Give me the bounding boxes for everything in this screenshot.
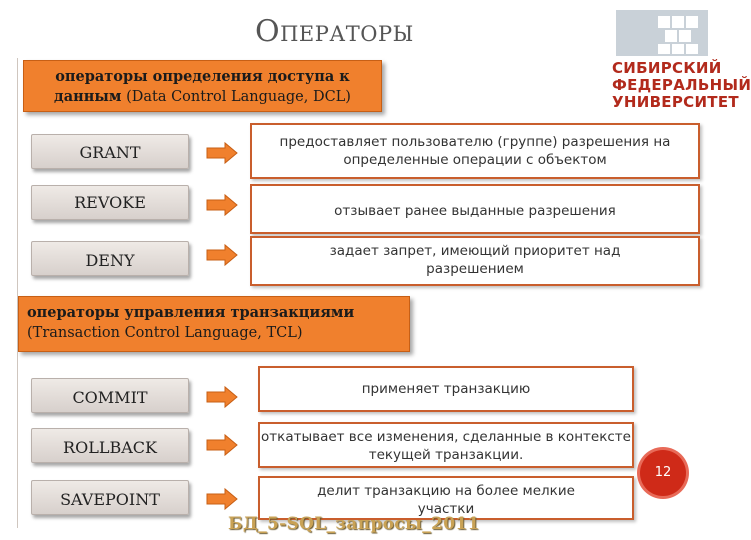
savepoint-description: делит транзакцию на более мелкие участки (258, 476, 634, 520)
page-number-badge: 12 (640, 450, 686, 496)
arrow-right-icon (206, 244, 238, 266)
commit-description: применяет транзакцию (258, 366, 634, 412)
grant-description: предоставляет пользователю (группе) разрешения на определенные операции с объектом (250, 123, 700, 179)
university-name-line3: УНИВЕРСИТЕТ (612, 93, 739, 111)
dcl-header (23, 60, 382, 112)
tcl-header (18, 296, 410, 352)
arrow-right-icon (206, 194, 238, 216)
tcl-header-bold: операторы управления транзакциями (27, 304, 355, 321)
savepoint-keyword: SAVEPOINT (31, 480, 189, 515)
commit-keyword: COMMIT (31, 378, 189, 413)
slide-footer: БД_5-SQL_запросы_2011 (228, 514, 480, 534)
rollback-description: откатывает все изменения, сделанные в контексте текущей транзакции. (258, 422, 634, 468)
arrow-right-icon (206, 488, 238, 510)
deny-description: задает запрет, имеющий приоритет над разрешением (250, 236, 700, 286)
arrow-right-icon (206, 142, 238, 164)
dcl-header-rest: (Data Control Language, DCL) (121, 89, 351, 105)
deny-keyword: DENY (31, 241, 189, 276)
arrow-right-icon (206, 434, 238, 456)
university-name-line2: ФЕДЕРАЛЬНЫЙ (612, 76, 751, 94)
title-initial: О (255, 14, 281, 49)
tcl-header-rest: (Transaction Control Language, TCL) (27, 325, 303, 341)
revoke-keyword: REVOKE (31, 185, 189, 220)
university-name-line1: СИБИРСКИЙ (612, 59, 722, 77)
grant-keyword: GRANT (31, 134, 189, 169)
arrow-right-icon (206, 386, 238, 408)
dcl-header-bold: операторы определения доступа к данным (54, 68, 350, 105)
slide-title (255, 14, 414, 49)
revoke-description: отзывает ранее выданные разрешения (250, 184, 700, 234)
left-vertical-rule (17, 58, 18, 528)
university-name (612, 59, 751, 111)
title-rest: ПЕРАТОРЫ (280, 22, 414, 46)
rollback-keyword: ROLLBACK (31, 428, 189, 463)
